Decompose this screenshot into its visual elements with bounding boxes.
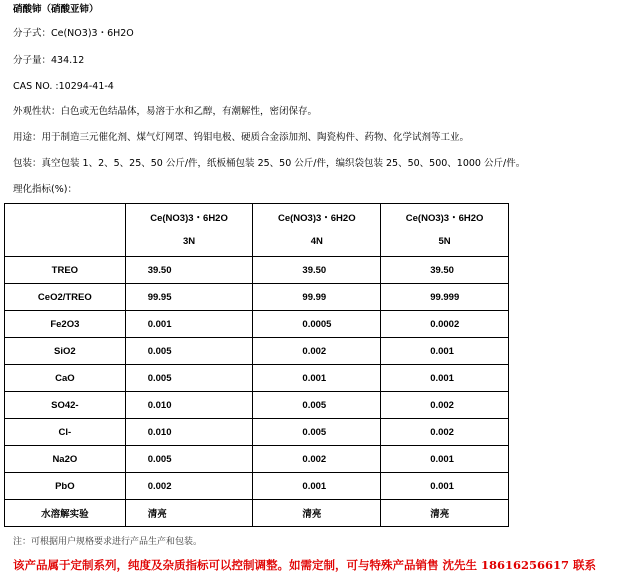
value-cell: 99.95 (125, 284, 253, 311)
row-label-cell: Cl- (5, 419, 126, 446)
value-cell: 0.001 (253, 473, 381, 500)
molecular-weight: 分子量：434.12 (13, 55, 85, 66)
header-name: Ce(NO3)3・6H2O (150, 213, 228, 224)
molecular-formula: 分子式：Ce(NO3)3・6H2O (13, 28, 134, 39)
value-cell: 0.002 (125, 473, 253, 500)
value-cell: 0.005 (253, 419, 381, 446)
row-label-cell: SO42- (5, 392, 126, 419)
value-cell: 0.001 (253, 365, 381, 392)
table-row (5, 365, 509, 392)
table-row (5, 419, 509, 446)
value-cell: 0.001 (381, 338, 509, 365)
value-cell: 0.001 (381, 446, 509, 473)
row-label-cell: CaO (5, 365, 126, 392)
value-cell: 0.0002 (381, 311, 509, 338)
spec-title: 理化指标(%)： (13, 184, 77, 195)
value-cell: 0.002 (253, 338, 381, 365)
product-title: 硝酸铈（硝酸亚铈） (13, 4, 99, 15)
header-name: Ce(NO3)3・6H2O (277, 213, 356, 224)
appearance-text: 外观性状：白色或无色结晶体，易溶于水和乙醇，有潮解性，密闭保存。 (13, 106, 318, 117)
value-cell: 0.001 (125, 311, 253, 338)
packaging-text: 包装：真空包装 1、2、5、25、50 公斤/件，纸板桶包装 25、50 公斤/件，编织袋包装 25、50、500、1000 公斤/件。 (13, 158, 526, 169)
value-cell: 0.002 (381, 419, 509, 446)
table-row (5, 500, 509, 527)
value-cell: 清亮 (253, 500, 381, 527)
value-cell: 清亮 (381, 500, 509, 527)
table-row (5, 446, 509, 473)
usage-text: 用途：用于制造三元催化剂、煤气灯网罩、钨钼电极、硬质合金添加剂、陶瓷构件、药物、化学试剂等工业。 (13, 132, 470, 143)
row-label-cell: PbO (5, 473, 126, 500)
header-grade: 4N (310, 236, 323, 247)
value-cell: 39.50 (253, 257, 381, 284)
cas-number: CAS NO. :10294-41-4 (13, 81, 114, 92)
value-cell: 0.005 (253, 392, 381, 419)
header-empty-cell (5, 204, 126, 257)
row-label-cell: Fe2O3 (5, 311, 126, 338)
spec-table (4, 203, 509, 527)
table-row (5, 473, 509, 500)
row-label-cell: SiO2 (5, 338, 126, 365)
header-grade: 3N (182, 236, 196, 247)
header-5n (381, 204, 509, 257)
value-cell: 0.001 (381, 365, 509, 392)
table-header-row (5, 204, 509, 257)
header-grade: 5N (438, 236, 451, 247)
table-row (5, 257, 509, 284)
value-cell: 清亮 (125, 500, 253, 527)
table-row (5, 338, 509, 365)
row-label-cell: CeO2/TREO (5, 284, 126, 311)
footnote: 注：可根据用户规格要求进行产品生产和包装。 (13, 537, 203, 547)
promo-text: 该产品属于定制系列，纯度及杂质指标可以控制调整。如需定制，可与特殊产品销售 沈先生 18616256617 联系 (13, 558, 597, 572)
row-label-cell: Na2O (5, 446, 126, 473)
value-cell: 0.010 (125, 419, 253, 446)
value-cell: 0.0005 (253, 311, 381, 338)
header-3n (125, 204, 253, 257)
value-cell: 0.001 (381, 473, 509, 500)
table-row (5, 284, 509, 311)
table-row (5, 392, 509, 419)
table-row (5, 311, 509, 338)
header-4n (253, 204, 381, 257)
value-cell: 39.50 (125, 257, 253, 284)
value-cell: 0.005 (125, 365, 253, 392)
value-cell: 99.999 (381, 284, 509, 311)
value-cell: 39.50 (381, 257, 509, 284)
value-cell: 0.005 (125, 338, 253, 365)
header-name: Ce(NO3)3・6H2O (405, 213, 484, 224)
value-cell: 0.005 (125, 446, 253, 473)
value-cell: 99.99 (253, 284, 381, 311)
row-label-cell: 水溶解实验 (5, 500, 126, 527)
row-label-cell: TREO (5, 257, 126, 284)
value-cell: 0.002 (253, 446, 381, 473)
value-cell: 0.002 (381, 392, 509, 419)
value-cell: 0.010 (125, 392, 253, 419)
